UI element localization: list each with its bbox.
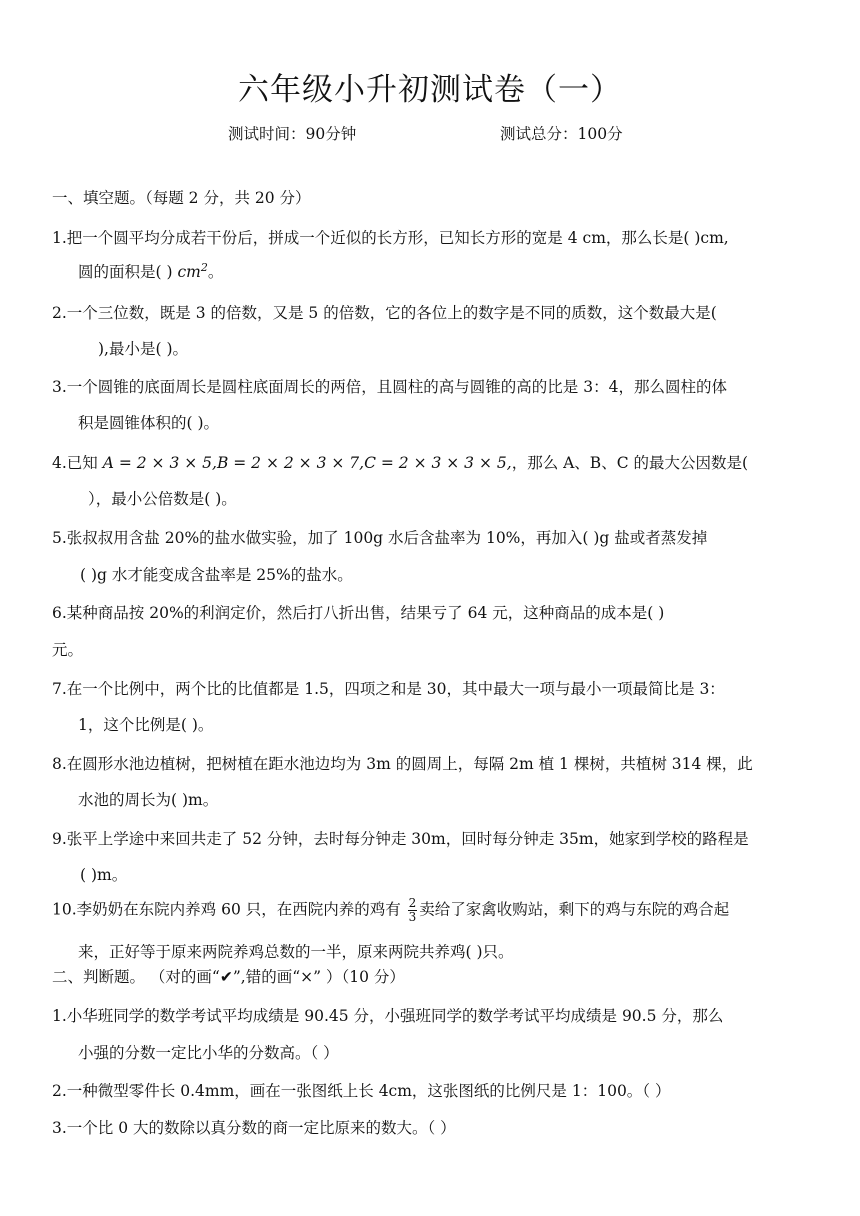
q1-text: 圆的面积是( ): [78, 263, 173, 281]
q10-fraction: [408, 897, 418, 924]
judge-q2: 2.一种微型零件长 0.4mm，画在一张图纸上长 4cm，这张图纸的比例尺是 1：100。（ ）: [52, 1082, 671, 1100]
q8-line1: 8.在圆形水池边植树，把树植在距水池边均为 3m 的圆周上，每隔 2m 植 1 棵树，共植树 314 棵，此: [52, 755, 753, 773]
q6-line1: 6.某种商品按 20%的利润定价，然后打八折出售，结果亏了 64 元，这种商品的成本是( ): [52, 604, 665, 622]
q10-fraction-numerator: 2: [408, 896, 417, 910]
q4-line1: [52, 451, 748, 473]
q4-line2: ），最小公倍数是( )。: [88, 490, 237, 508]
exam-time: 测试时间：90分钟: [228, 125, 357, 143]
q5-line1: 5.张叔叔用含盐 20%的盐水做实验，加了 100g 水后含盐率为 10%，再加入( )g 盐或者蒸发掉: [52, 529, 708, 547]
section1-heading: 一、填空题。（每题 2 分，共 20 分）: [52, 189, 311, 207]
judge-q1-line1: 1.小华班同学的数学考试平均成绩是 90.45 分，小强班同学的数学考试平均成绩是 90.5 分，那么: [52, 1007, 724, 1025]
q6-line2: 元。: [52, 641, 84, 659]
q10-suffix: 卖给了家禽收购站，剩下的鸡与东院的鸡合起: [419, 900, 730, 919]
q5-line2: ( )g 水才能变成含盐率是 25%的盐水。: [80, 566, 353, 584]
q1-unit-exponent: 2: [200, 261, 208, 274]
q4-formula: A = 2 × 3 × 5,B = 2 × 2 × 3 × 7,C = 2 × 3 × 3 × 5,: [102, 454, 512, 472]
q10-fraction-denominator: 3: [408, 910, 417, 924]
q7-line2: 1，这个比例是( )。: [78, 716, 214, 734]
q3-line1: 3.一个圆锥的底面周长是圆柱底面周长的两倍，且圆柱的高与圆锥的高的比是 3：4，那么圆柱的体: [52, 378, 727, 396]
q3-line2: 积是圆锥体积的( )。: [78, 414, 220, 432]
q1-unit: [177, 263, 207, 281]
q9-line2: ( )m。: [80, 866, 128, 884]
q10-line2: 来，正好等于原来两院养鸡总数的一半，原来两院共养鸡( )只。: [78, 943, 514, 961]
q2-line2: ),最小是( )。: [98, 340, 188, 358]
judge-q1-line2: 小强的分数一定比小华的分数高。（ ）: [78, 1044, 339, 1062]
q10-line1: [52, 897, 729, 924]
exam-total-score: 测试总分：100分: [500, 125, 623, 143]
section2-heading: 二、判断题。 （对的画“✔”,错的画“×” ）（10 分）: [52, 968, 405, 986]
judge-q3: 3.一个比 0 大的数除以真分数的商一定比原来的数大。（ ）: [52, 1119, 456, 1137]
q9-line1: 9.张平上学途中来回共走了 52 分钟，去时每分钟走 30m，回时每分钟走 35m，她家到学校的路程是: [52, 830, 749, 848]
q8-line2: 水池的周长为( )m。: [78, 791, 219, 809]
q10-prefix: 10.李奶奶在东院内养鸡 60 只，在西院内养的鸡有: [52, 900, 406, 919]
q7-line1: 7.在一个比例中，两个比的比值都是 1.5，四项之和是 30，其中最大一项与最小一项最简比是 3：: [52, 680, 725, 698]
q1-end: 。: [207, 263, 224, 281]
q2-line1: 2.一个三位数，既是 3 的倍数，又是 5 的倍数，它的各位上的数字是不同的质数，这个数最大是(: [52, 304, 717, 322]
q1-line2: [78, 260, 223, 282]
q4-suffix: ，那么 A、B、C 的最大公因数是(: [511, 454, 749, 472]
q1-line1: 1.把一个圆平均分成若干份后，拼成一个近似的长方形，已知长方形的宽是 4 cm，那么长是( )cm,: [52, 229, 729, 247]
q1-unit-base: cm: [177, 263, 201, 281]
exam-title: 六年级小升初测试卷（一）: [238, 72, 622, 108]
q4-prefix: 4.已知: [52, 454, 103, 472]
